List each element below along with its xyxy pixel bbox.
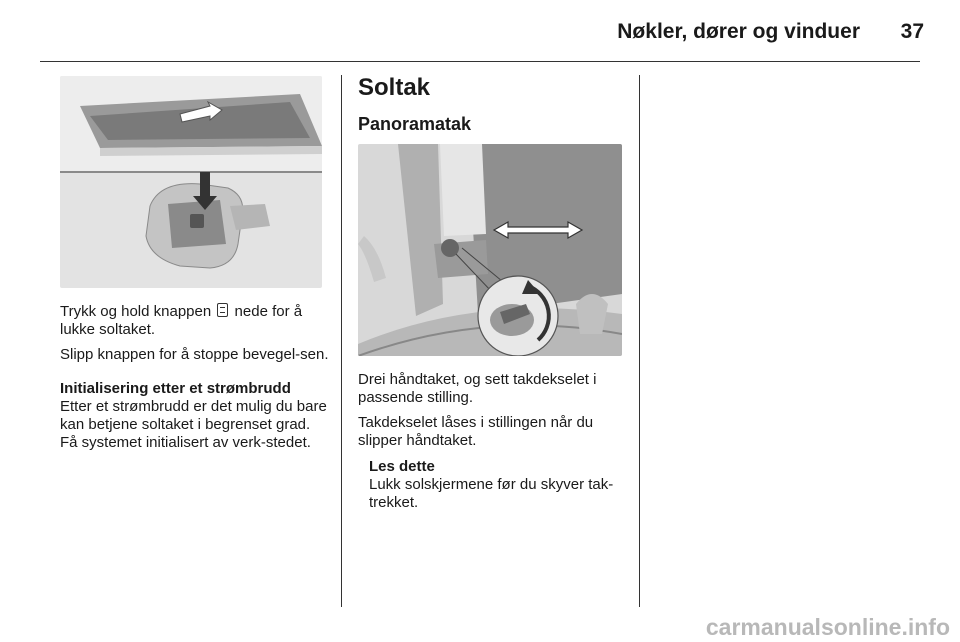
header-divider — [40, 61, 920, 62]
instruction-paragraph-1 — [60, 303, 330, 339]
note-text: Lukk solskjermene før du skyver tak-trekket. — [369, 476, 614, 511]
page-number: 37 — [900, 20, 924, 43]
sunroof-close-key-icon — [217, 303, 228, 317]
instruction-paragraph-4: Drei håndtaket, og sett takdekselet i passende stilling. — [358, 371, 597, 406]
section-subheading: Panoramatak — [358, 114, 472, 134]
panorama-roof-handle-icon — [358, 144, 622, 356]
middle-text-block — [358, 371, 630, 512]
para1-before: Trykk og hold knappen — [60, 303, 212, 320]
instruction-paragraph-5: Takdekselet låses i stillingen når du slipper håndtaket. — [358, 414, 594, 449]
para1-after: nede for å lukke soltaket. — [60, 303, 303, 338]
note-title: Les dette — [369, 458, 435, 475]
left-text-block — [60, 303, 330, 452]
section-title: Nøkler, dører og vinduer — [617, 20, 860, 43]
key-fob-figure — [60, 76, 322, 288]
column-divider-2 — [639, 75, 640, 607]
note-box — [358, 458, 630, 512]
footer-watermark: carmanualsonline.info — [705, 614, 950, 640]
instruction-paragraph-2: Slipp knappen for å stoppe bevegel-sen. — [60, 346, 329, 363]
section-heading: Soltak — [358, 74, 431, 101]
column-divider-1 — [341, 75, 342, 607]
key-fob-button-icon — [60, 76, 322, 288]
instruction-paragraph-3: Etter et strømbrudd er det mulig du bare kan betjene soltaket i begrenset grad. Få systemet initialisert av verk-stedet. — [60, 398, 327, 451]
panorama-roof-figure — [358, 144, 622, 356]
subheading-power-failure: Initialisering etter et strømbrudd — [60, 380, 291, 397]
